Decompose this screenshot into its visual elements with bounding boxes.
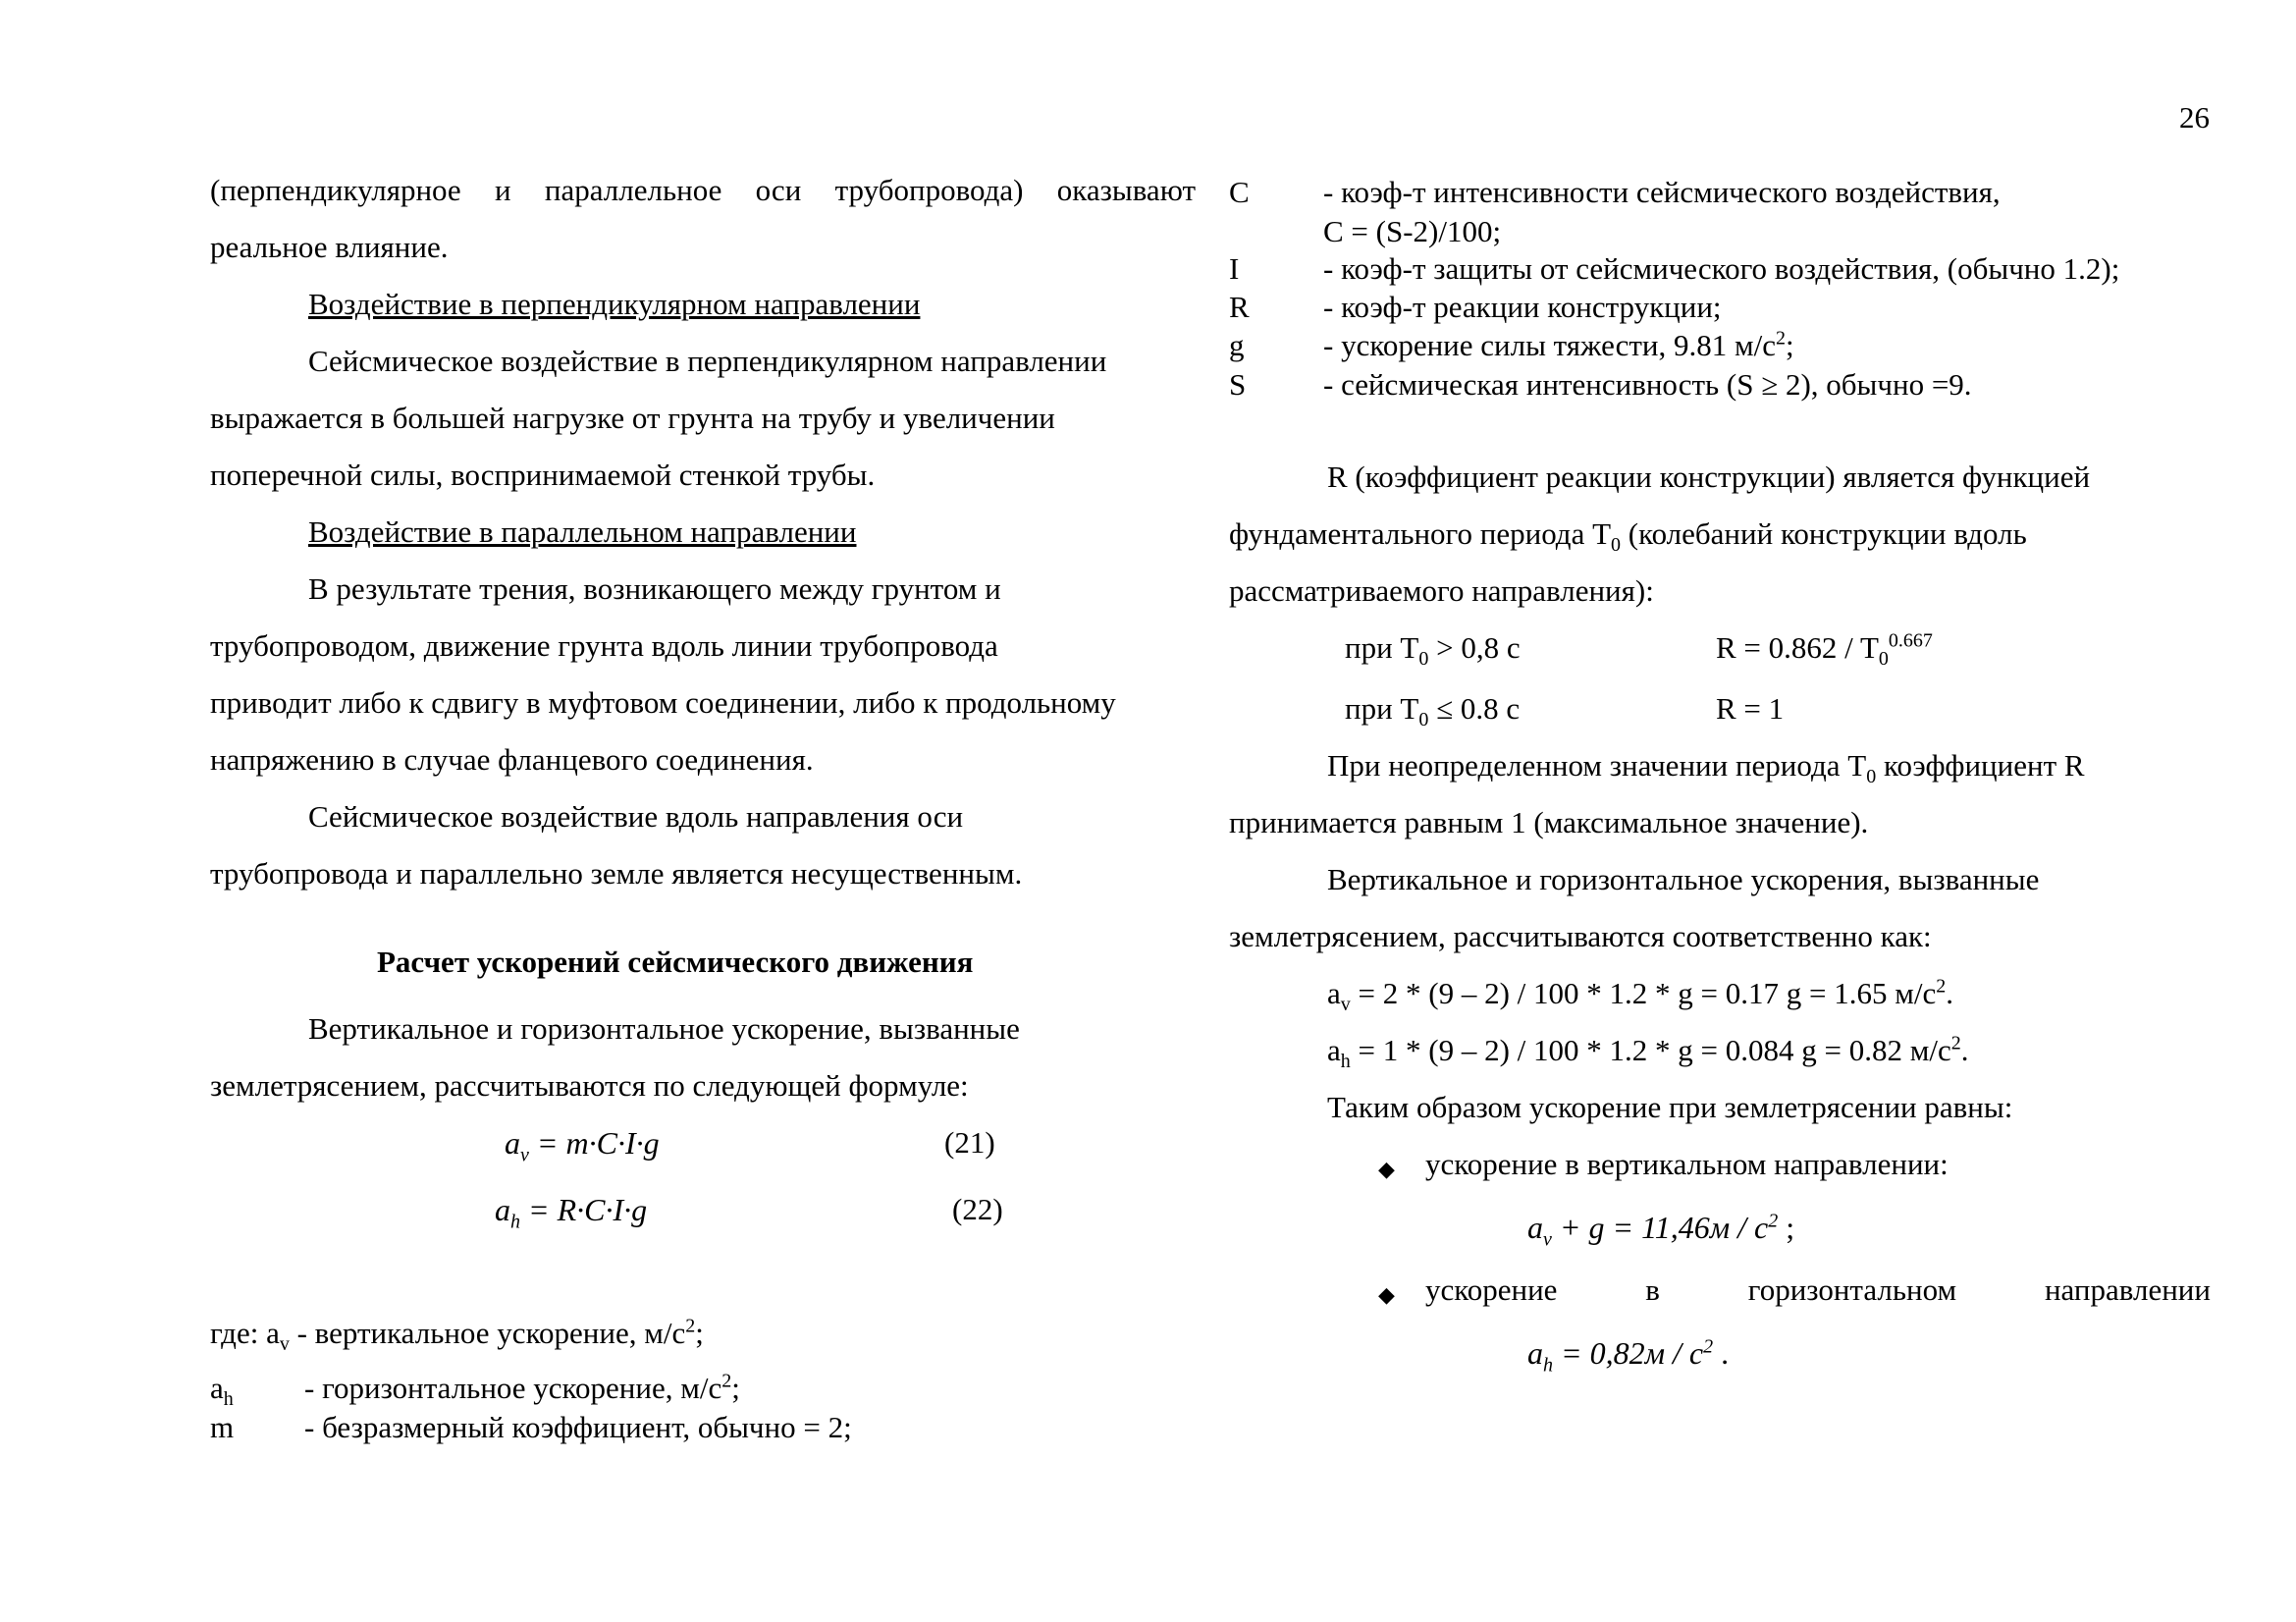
bullet-item: ускорение в горизонтальном направлении: [1425, 1272, 2211, 1307]
paragraph-line: напряжению в случае фланцевого соединения.: [210, 742, 814, 777]
page-number: 26: [2179, 100, 2210, 135]
calc-av: $a_v = 2 * (9 - 2) / 100 * 1.2 * g = 0.17$ g = 1.65 $м/с^2$.: [1327, 975, 1953, 1016]
paragraph-line: R (коэффициент реакции конструкции) является функцией: [1327, 460, 2091, 494]
formula-av-total: $a_v + g = 11,46м / с^2$ ;: [1527, 1210, 1795, 1251]
paragraph-line: трубопроводом, движение грунта вдоль линии трубопровода: [210, 628, 998, 663]
formula-number-22: (22): [952, 1192, 1003, 1226]
paragraph-line: землетрясением, рассчитываются по следующей формуле:: [210, 1068, 969, 1103]
paragraph-line: (перпендикулярное и параллельное оси трубопровода) оказывают: [210, 173, 1196, 207]
paragraph-line: Таким образом ускорение при землетрясении равны:: [1327, 1090, 2013, 1124]
condition-2: при $T_0 \le 0.8$ с: [1345, 691, 1521, 731]
formula-21: $a_v = m\cdot C\cdot I\cdot g$: [505, 1125, 660, 1166]
paragraph-line: Вертикальное и горизонтальное ускорение, вызванные: [308, 1011, 1020, 1046]
paragraph-line: выражается в большей нагрузке от грунта на трубу и увеличении: [210, 401, 1055, 435]
condition-1: при $T_0 > 0,8$ с: [1345, 630, 1521, 671]
paragraph-line: приводит либо к сдвигу в муфтовом соединении, либо к продольному: [210, 685, 1116, 720]
result-2: R = 1: [1716, 691, 1785, 726]
bullet-diamond-icon: ◆: [1378, 1157, 1395, 1181]
calc-ah: $a_h = 1 * (9 - 2) / 100 * 1.2 * g = 0.084$ g = 0.82 $м/с^2$.: [1327, 1032, 1969, 1073]
paragraph-line: Вертикальное и горизонтальное ускорения, вызванные: [1327, 862, 2040, 896]
subheading-perpendicular: Воздействие в перпендикулярном направлении: [308, 287, 921, 321]
subheading-parallel: Воздействие в параллельном направлении: [308, 514, 857, 549]
paragraph-line: принимается равным 1 (максимальное значение).: [1229, 805, 1869, 839]
paragraph-line: поперечной силы, воспринимаемой стенкой трубы.: [210, 458, 876, 492]
formula-ah-total: $a_h = 0,82м / с^2$ .: [1527, 1335, 1730, 1377]
formula-number-21: (21): [944, 1125, 995, 1160]
paragraph-line: При неопределенном значении периода $T_0$ коэффициент R: [1327, 748, 2085, 788]
paragraph-line: В результате трения, возникающего между грунтом и: [308, 571, 1001, 606]
section-title: Расчет ускорений сейсмического движения: [377, 945, 974, 979]
formula-22: $a_h = R\cdot C\cdot I\cdot g$: [495, 1192, 648, 1233]
paragraph-line: реальное влияние.: [210, 230, 449, 264]
variable-formula: C = (S-2)/100;: [1323, 214, 1502, 248]
paragraph-line: Сейсмическое воздействие в перпендикулярном направлении: [308, 344, 1107, 378]
paragraph-line: Сейсмическое воздействие вдоль направления оси: [308, 799, 964, 834]
result-1: $R = 0.862 / T_0^{0.667}$: [1716, 629, 1933, 671]
bullet-diamond-icon: ◆: [1378, 1282, 1395, 1307]
paragraph-line: фундаментального периода $T_0$ (колебаний конструкции вдоль: [1229, 516, 2027, 557]
bullet-item: ускорение в вертикальном направлении:: [1425, 1147, 1949, 1181]
variable-definition: где: $a_v$ - вертикальное ускорение, $м/с^2$;: [210, 1315, 704, 1356]
paragraph-line: землетрясением, рассчитываются соответственно как:: [1229, 919, 1932, 953]
paragraph-line: трубопровода и параллельно земле является несущественным.: [210, 856, 1023, 891]
paragraph-line: рассматриваемого направления):: [1229, 573, 1654, 608]
document-page: 26 (перпендикулярное и параллельное оси трубопровода) оказывают реальное влияние. Воздействие в перпендикулярном направлении Сейсмическое воздействие в перпендикулярном направлении выражается в большей нагрузке от грунта на трубу и увеличении поперечной силы, воспринимаемой стенкой трубы. Воздействие в параллельном направлении В результате трения, возникающего между грунтом и трубопроводом, движение грунта вдоль линии трубопровода приводит либо к сдвигу в муфтовом соединении, либо к продольному напряжению в случае фланцевого соединения. Сейсмическое воздействие вдоль направления оси трубопровода и параллельно земле является несущественным. Расчет ускорений сейсмического движения Вертикальное и горизонтальное ускорение, вызванные землетрясением, рассчитываются по следующей формуле: $a_v = m\cdot C\cdot I\cdot g$ (21) $a_h = R\cdot C\cdot I\cdot g$ (22) где: $a_v$ - вертикальное ускорение, $м/с^2$; $a_h$ - горизонтальное ускорение, $м/с^2$; m - безразмерный коэффициент, обычно = 2; C - коэф-т интенсивности сейсмического воздействия, C = (S-2)/100; I - коэф-т защиты от сейсмического воздействия, (обычно 1.2); R - коэф-т реакции конструкции; g - ускорение силы тяжести, 9.81 $м/с^2$; S - сейсмическая интенсивность (S ≥ 2), обычно =9. R (коэффициент реакции конструкции) является функцией фундаментального периода $T_0$ (колебаний конструкции вдоль рассматриваемого направления): при $T_0 > 0,8$ с $R = 0.862 / T_0^{0.667}$ при $T_0 \le 0.8$ с R = 1 При неопределенном значении периода $T_0$ коэффициент R принимается равным 1 (максимальное значение). Вертикальное и горизонтальное ускорения, вызванные землетрясением, рассчитываются соответственно как: $a_v = 2 * (9 - 2) / 100 * 1.2 * g = 0.17$ g = 1.65 $м/с^2$. $a_h = 1 * (9 - 2) / 100 * 1.2 * g = 0.084$ g = 0.82 $м/с^2$. Таким образом ускорение при землетрясении равны: ◆ ускорение в вертикальном направлении: $a_v + g = 11,46м / с^2$ ; ◆ ускорение в горизонтальном направлении $a_h = 0,82м / с^2$ .: [210, 100, 2211, 1444]
